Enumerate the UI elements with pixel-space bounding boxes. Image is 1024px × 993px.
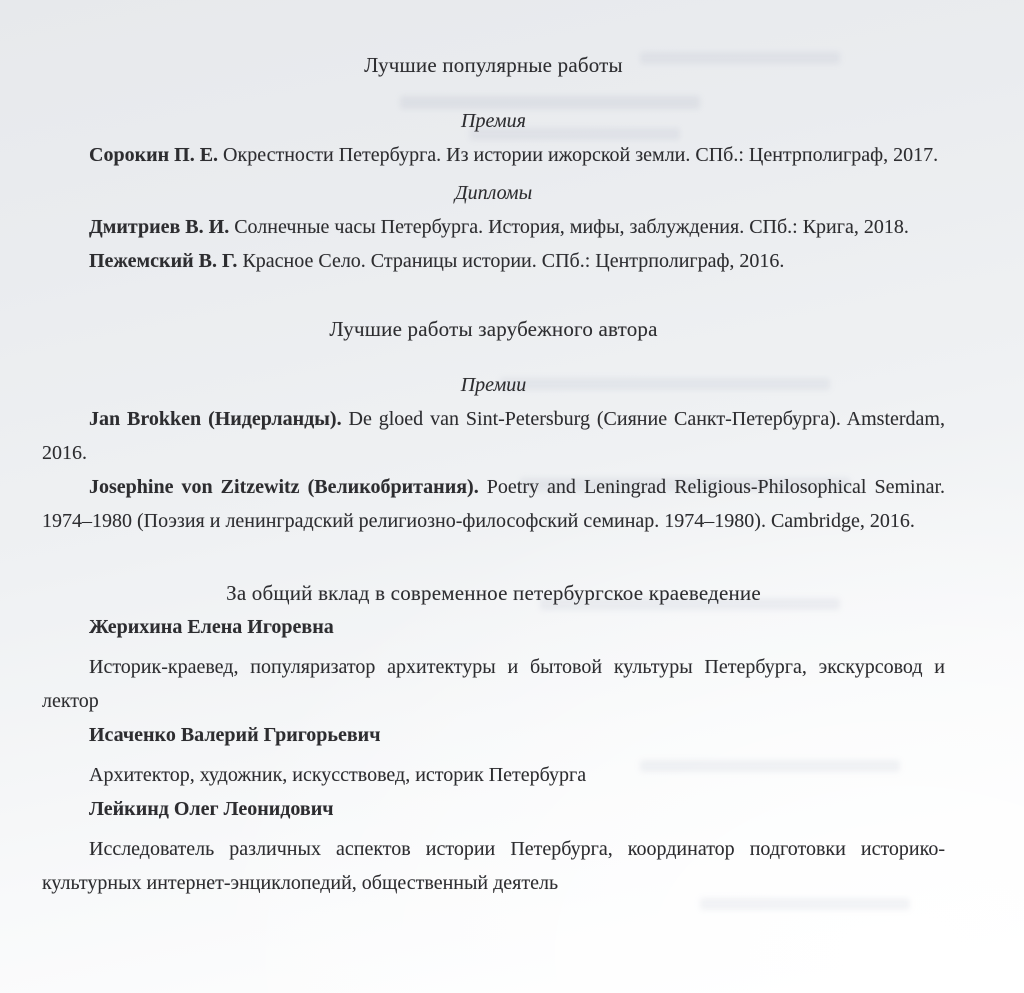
bibliography-entry [42, 138, 945, 172]
entry-text: Красное Село. Страницы истории. СПб.: Центрполиграф, 2016. [242, 250, 785, 272]
person-description: Исследователь различных аспектов истории Петербурга, координатор подготовки историко-культурных интернет-энциклопедий, общественный деятель [42, 838, 945, 894]
entry-text: De gloed van Sint-Petersburg (Сияние Санкт-Петербурга). Amsterdam, 2016. [42, 408, 945, 464]
bibliography-entry [42, 244, 945, 278]
section-best-foreign-works [42, 312, 945, 538]
bibliography-entry [42, 402, 945, 470]
entry-text: Солнечные часы Петербурга. История, мифы, заблуждения. СПб.: Крига, 2018. [234, 216, 909, 238]
person-name: Лейкинд Олег Леонидович [89, 798, 334, 820]
document-body [42, 48, 945, 900]
section-heading: Лучшие работы зарубежного автора [329, 317, 658, 341]
entry-author-lead: Сорокин П. Е. [89, 144, 219, 166]
award-type-label: Премии [460, 374, 527, 396]
entry-author-lead: Дмитриев В. И. [89, 216, 230, 238]
person-name: Исаченко Валерий Григорьевич [89, 724, 381, 746]
section-heading: За общий вклад в современное петербургское краеведение [226, 581, 761, 605]
entry-text: Окрестности Петербурга. Из истории ижорской земли. СПб.: Центрполиграф, 2017. [223, 144, 939, 166]
award-type-label: Премия [461, 110, 526, 132]
entry-author-lead: Josephine von Zitzewitz (Великобритания). [89, 476, 479, 498]
section-lifetime-contribution [42, 576, 945, 900]
bibliography-entry [42, 470, 945, 538]
entry-author-lead: Пежемский В. Г. [89, 250, 238, 272]
award-type-label: Дипломы [454, 182, 533, 204]
person-description: Архитектор, художник, искусствовед, историк Петербурга [89, 764, 587, 786]
section-best-popular-works [42, 48, 945, 278]
bibliography-entry [42, 210, 945, 244]
entry-text: Poetry and Leningrad Religious-Philosophical Seminar. 1974–1980 (Поэзия и ленинградский религиозно-философский семинар. 1974–1980). Cambridge, 2016. [42, 476, 946, 532]
person-name: Жерихина Елена Игоревна [89, 616, 334, 638]
person-description: Историк-краевед, популяризатор архитектуры и бытовой культуры Петербурга, экскурсовод и лектор [42, 656, 945, 712]
entry-author-lead: Jan Brokken (Нидерланды). [89, 408, 342, 430]
section-heading: Лучшие популярные работы [364, 53, 623, 77]
